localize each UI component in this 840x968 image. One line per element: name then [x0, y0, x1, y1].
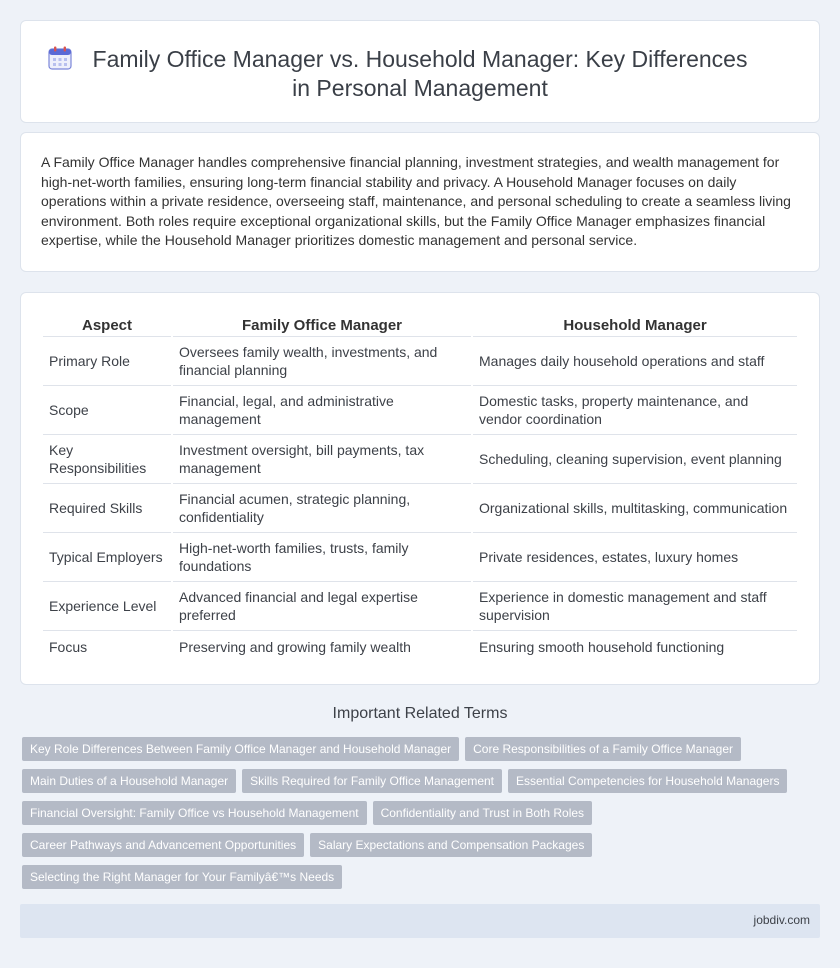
- household-cell: Organizational skills, multitasking, communication: [473, 484, 797, 533]
- header-card: [20, 20, 820, 123]
- family-office-cell: Advanced financial and legal expertise preferred: [173, 582, 471, 631]
- header-family-office-manager: Family Office Manager: [173, 309, 471, 337]
- related-term-tag[interactable]: Career Pathways and Advancement Opportunities: [22, 833, 304, 857]
- aspect-cell: Experience Level: [43, 582, 171, 631]
- family-office-cell: High-net-worth families, trusts, family foundations: [173, 533, 471, 582]
- footer-site-link[interactable]: jobdiv.com: [753, 913, 810, 927]
- related-term-tag[interactable]: Core Responsibilities of a Family Office Manager: [465, 737, 741, 761]
- related-terms-title: Important Related Terms: [332, 705, 508, 722]
- table-row: [43, 533, 797, 582]
- aspect-cell: Scope: [43, 386, 171, 435]
- household-cell: Ensuring smooth household functioning: [479, 639, 725, 655]
- related-term-tag[interactable]: Key Role Differences Between Family Office Manager and Household Manager: [22, 737, 459, 761]
- table-row: [43, 337, 797, 386]
- intro-card: [20, 132, 820, 272]
- header-aspect: Aspect: [43, 309, 171, 337]
- table-row: [43, 386, 797, 435]
- household-cell: Private residences, estates, luxury homes: [473, 533, 797, 582]
- footer: [20, 904, 820, 938]
- household-cell: Manages daily household operations and staff: [473, 337, 797, 386]
- family-office-cell: Preserving and growing family wealth: [179, 639, 411, 655]
- table-header-row: [43, 309, 797, 337]
- family-office-cell: Financial, legal, and administrative management: [173, 386, 471, 435]
- intro-paragraph: A Family Office Manager handles comprehensive financial planning, investment strategies, and wealth management for high-net-worth families, ensuring long-term financial stability and privacy. A Household Manager focuses on daily operations within a private residence, overseeing staff, maintenance, and personal scheduling to create a seamless living environment. Both roles require exceptional organizational skills, but the Family Office Manager emphasizes financial expertise, while the Household Manager prioritizes domestic management and personal service.: [41, 154, 791, 248]
- aspect-cell: Typical Employers: [43, 533, 171, 582]
- related-term-tag[interactable]: Confidentiality and Trust in Both Roles: [373, 801, 592, 825]
- aspect-cell: Required Skills: [43, 484, 171, 533]
- table-row: [43, 582, 797, 631]
- household-cell: Experience in domestic management and staff supervision: [473, 582, 797, 631]
- table-row: [43, 484, 797, 533]
- page-title: Family Office Manager vs. Household Manager: Key Differences in Personal Management: [92, 46, 748, 101]
- related-terms-list: [22, 737, 812, 889]
- family-office-cell: Investment oversight, bill payments, tax management: [173, 435, 471, 484]
- family-office-cell: Financial acumen, strategic planning, confidentiality: [173, 484, 471, 533]
- family-office-cell: Oversees family wealth, investments, and financial planning: [173, 337, 471, 386]
- related-term-tag[interactable]: Financial Oversight: Family Office vs Household Management: [22, 801, 367, 825]
- aspect-cell: Key Responsibilities: [43, 435, 171, 484]
- related-term-tag[interactable]: Selecting the Right Manager for Your Familyâ€™s Needs: [22, 865, 342, 889]
- header-household-manager: Household Manager: [473, 309, 797, 337]
- table-row: [43, 631, 797, 663]
- table-row: [43, 435, 797, 484]
- comparison-table: [41, 309, 799, 663]
- related-term-tag[interactable]: Main Duties of a Household Manager: [22, 769, 236, 793]
- related-term-tag[interactable]: Salary Expectations and Compensation Packages: [310, 833, 592, 857]
- comparison-card: [20, 292, 820, 685]
- aspect-cell: Focus: [49, 639, 88, 655]
- aspect-cell: Primary Role: [43, 337, 171, 386]
- household-cell: Scheduling, cleaning supervision, event planning: [473, 435, 797, 484]
- related-term-tag[interactable]: Skills Required for Family Office Management: [242, 769, 502, 793]
- related-term-tag[interactable]: Essential Competencies for Household Managers: [508, 769, 787, 793]
- household-cell: Domestic tasks, property maintenance, and vendor coordination: [473, 386, 797, 435]
